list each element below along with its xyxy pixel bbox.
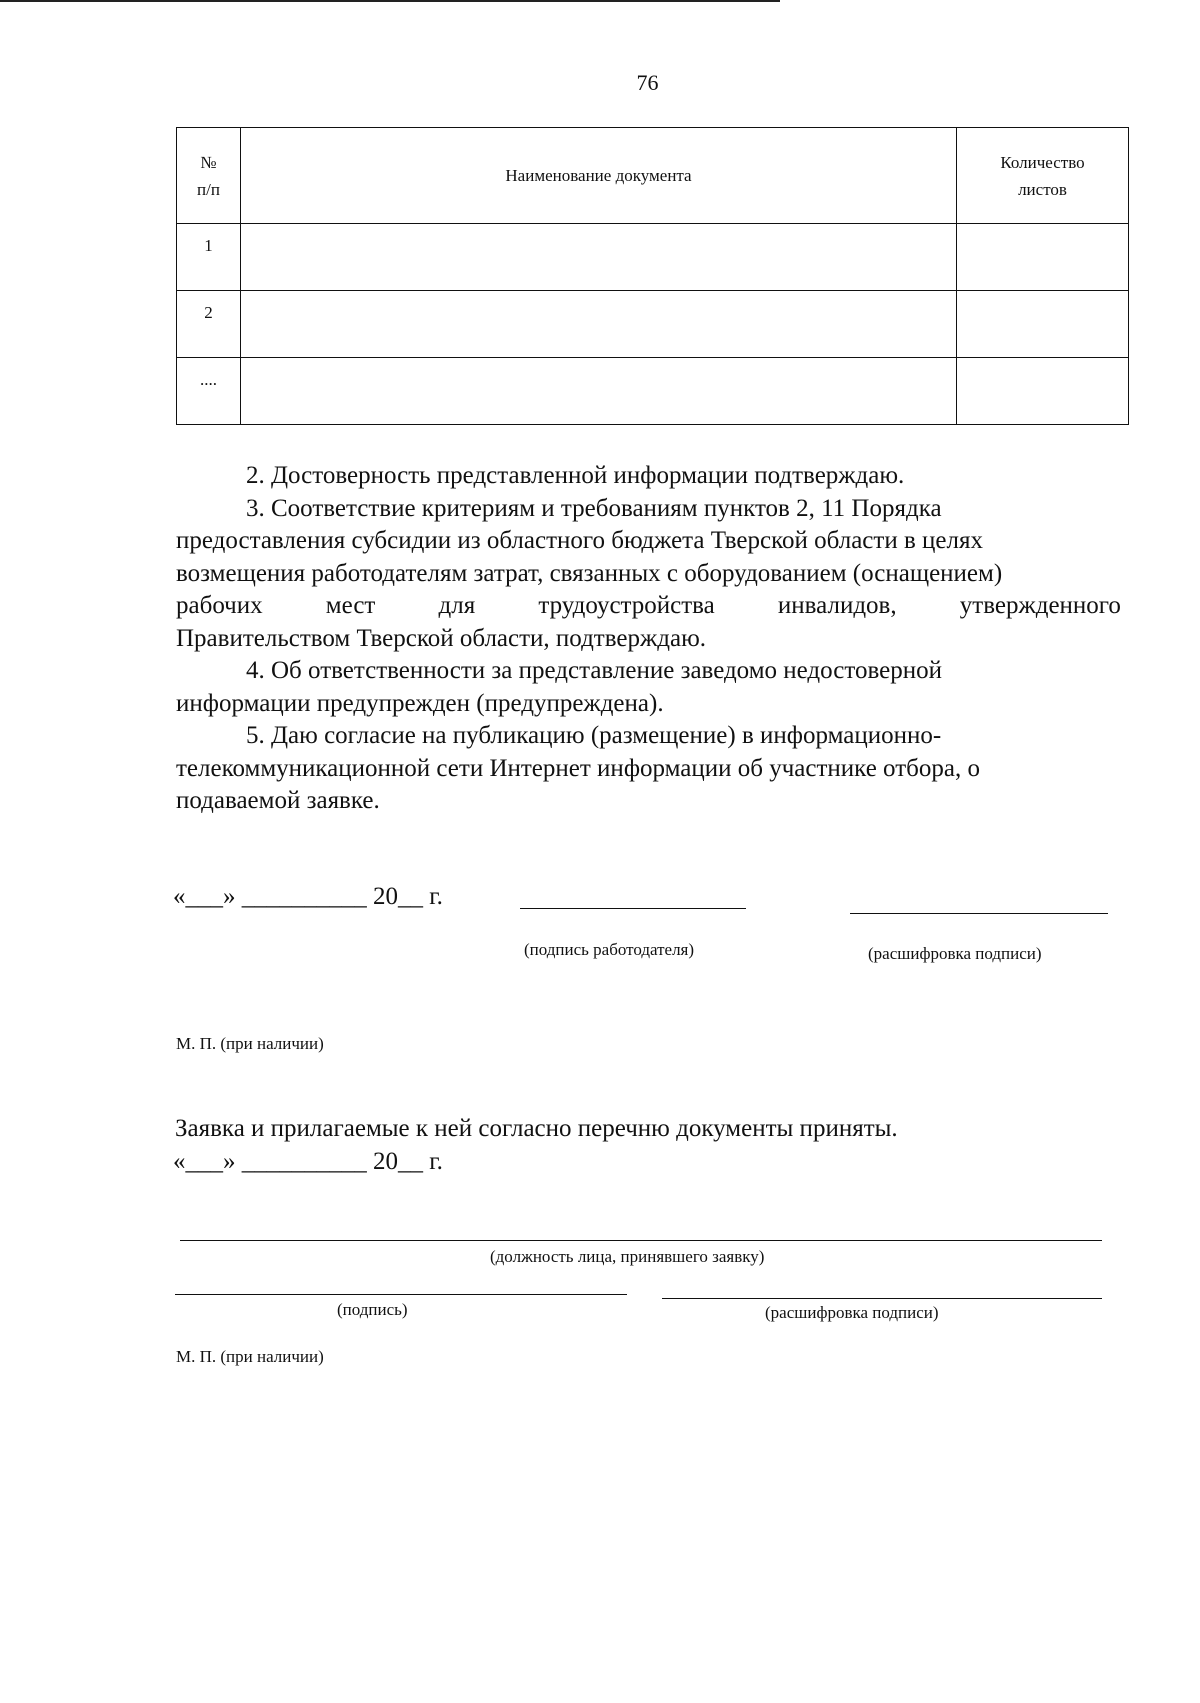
row-sheet-count bbox=[957, 358, 1129, 425]
table-row bbox=[177, 358, 1129, 425]
paragraph-3-line-4: рабочих мест для трудоустройства инвалидов, утвержденного bbox=[176, 592, 1121, 619]
position-line bbox=[180, 1240, 1102, 1241]
scan-edge-line bbox=[0, 0, 780, 2]
paragraph-3-line-5: Правительством Тверской области, подтверждаю. bbox=[176, 624, 707, 652]
paragraph-3-line-2: предоставления субсидии из областного бюджета Тверской области в целях bbox=[176, 527, 983, 554]
date-field-2: «___» __________ 20__ г. bbox=[173, 1148, 443, 1175]
declaration-text bbox=[176, 460, 1121, 818]
paragraph-2: 2. Достоверность представленной информации подтверждаю. bbox=[246, 462, 905, 489]
table-row bbox=[177, 291, 1129, 358]
row-document-name bbox=[241, 358, 957, 425]
documents-table bbox=[176, 127, 1129, 425]
header-number: № п/п bbox=[177, 128, 241, 224]
row-sheet-count bbox=[957, 291, 1129, 358]
row-number: 2 bbox=[177, 291, 241, 358]
row-sheet-count bbox=[957, 224, 1129, 291]
stamp-note-2: М. П. (при наличии) bbox=[176, 1347, 324, 1366]
header-sheet-count: Количество листов bbox=[957, 128, 1129, 224]
employer-signature-line bbox=[520, 908, 746, 909]
page-number: 76 bbox=[636, 70, 659, 95]
date-field-1: «___» __________ 20__ г. bbox=[173, 883, 443, 910]
paragraph-3-line-3: возмещения работодателям затрат, связанных с оборудованием (оснащением) bbox=[176, 559, 1003, 587]
paragraph-5-line-3: подаваемой заявке. bbox=[176, 787, 380, 814]
employer-signature-caption: (подпись работодателя) bbox=[524, 940, 695, 959]
row-number: .... bbox=[177, 358, 241, 425]
decoding-caption-2: (расшифровка подписи) bbox=[765, 1303, 939, 1322]
table-header-row bbox=[177, 128, 1129, 224]
row-document-name bbox=[241, 224, 957, 291]
paragraph-4-line-2: информации предупрежден (предупреждена). bbox=[176, 689, 664, 717]
paragraph-5-line-2: телекоммуникационной сети Интернет информации об участнике отбора, о bbox=[176, 754, 980, 782]
header-document-name: Наименование документа bbox=[241, 128, 957, 224]
paragraph-4-line-1: 4. Об ответственности за представление заведомо недостоверной bbox=[246, 657, 942, 684]
acceptance-statement: Заявка и прилагаемые к ней согласно перечню документы приняты. bbox=[175, 1115, 898, 1142]
row-number: 1 bbox=[177, 224, 241, 291]
signature-line-2 bbox=[175, 1294, 627, 1295]
paragraph-5-line-1: 5. Даю согласие на публикацию (размещение) в информационно- bbox=[246, 722, 942, 749]
paragraph-3-line-1: 3. Соответствие критериям и требованиям пунктов 2, 11 Порядка bbox=[246, 494, 942, 522]
row-document-name bbox=[241, 291, 957, 358]
position-caption: (должность лица, принявшего заявку) bbox=[490, 1247, 765, 1266]
decoding-line-1 bbox=[850, 913, 1108, 914]
signature-caption-2: (подпись) bbox=[337, 1300, 408, 1319]
stamp-note-1: М. П. (при наличии) bbox=[176, 1034, 324, 1053]
table-row bbox=[177, 224, 1129, 291]
decoding-caption-1: (расшифровка подписи) bbox=[868, 944, 1042, 963]
decoding-line-2 bbox=[662, 1298, 1102, 1299]
